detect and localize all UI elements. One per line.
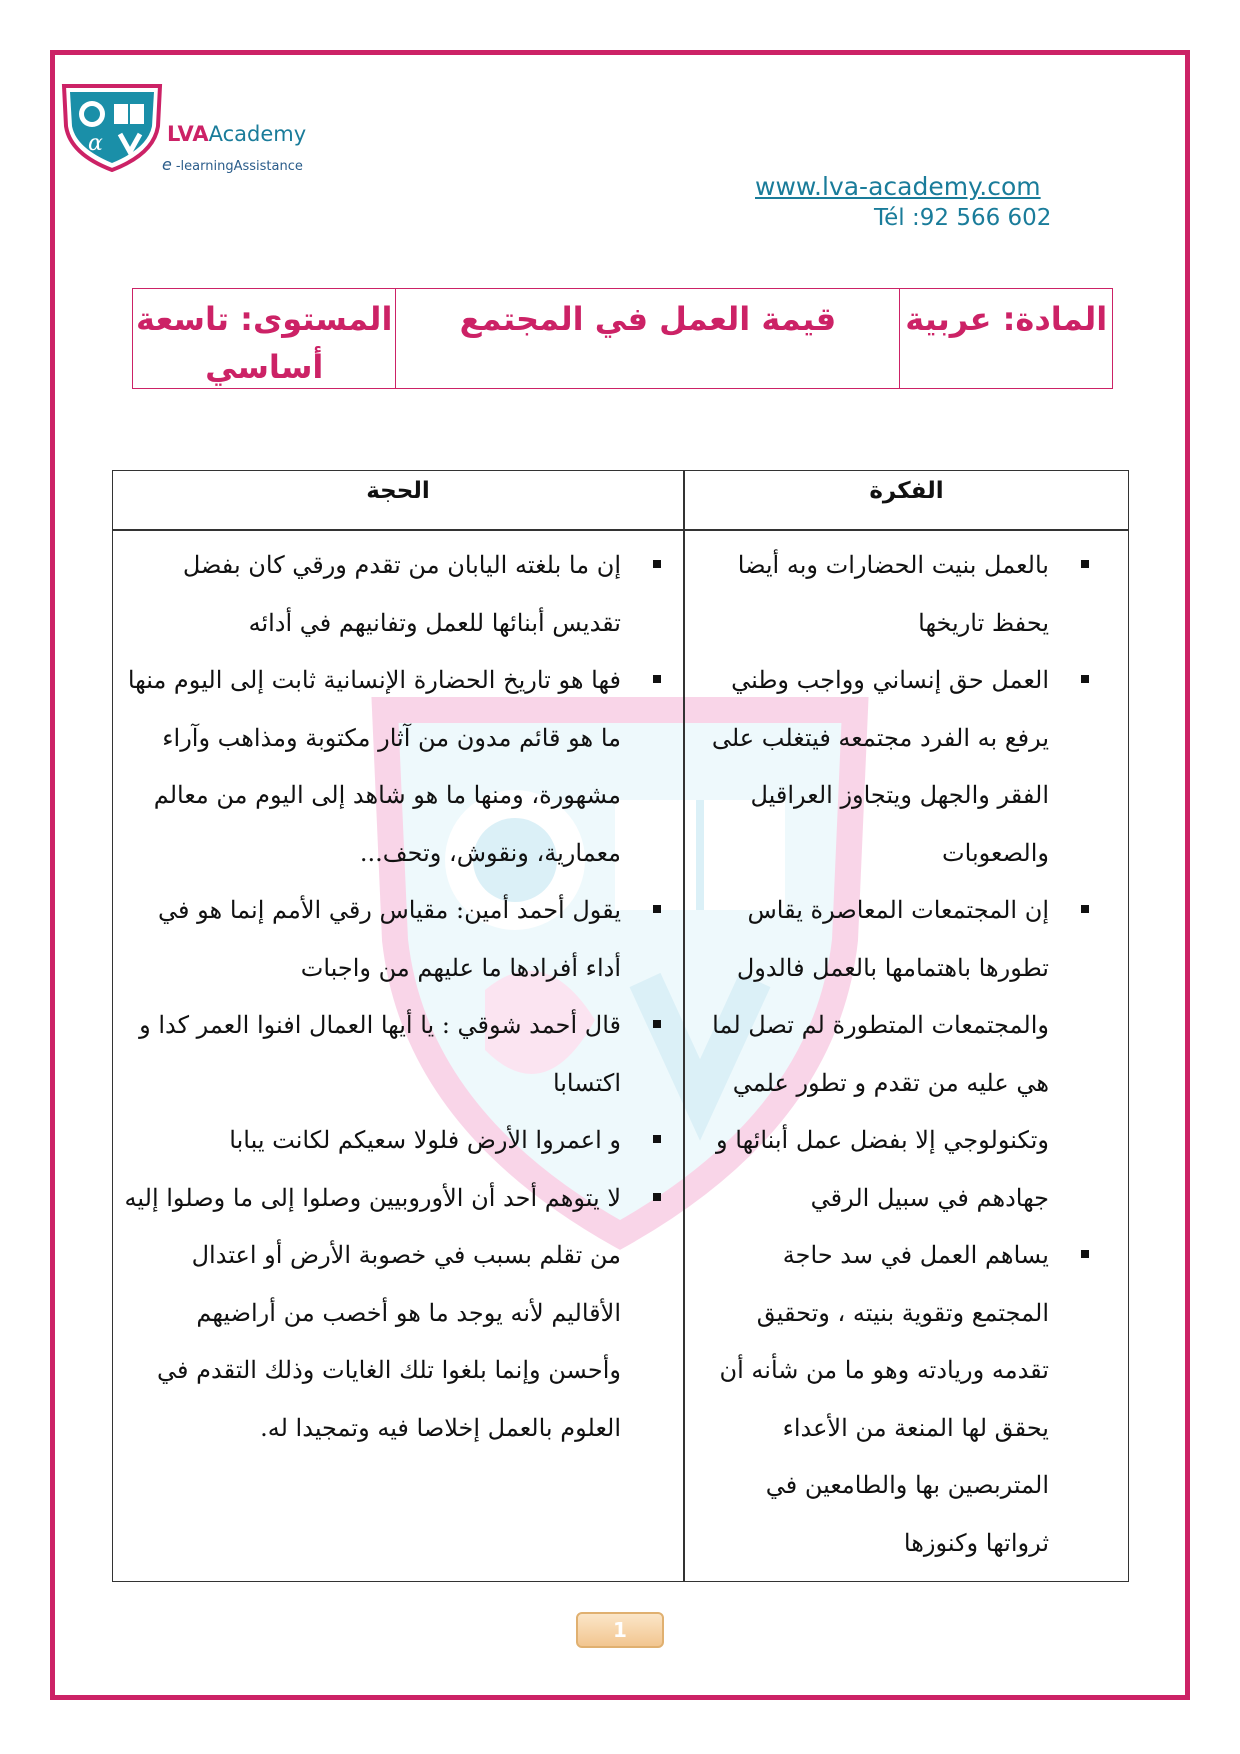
level-line-2: أساسي [205,348,324,386]
proof-item: إن ما بلغته اليابان من تقدم ورقي كان بفضل تقديس أبنائها للعمل وتفانيهم في أدائه [121,537,671,652]
header-table [132,288,1113,389]
lva-academy-logo [58,80,166,172]
idea-item: بالعمل بنيت الحضارات وبه أيضا يحفظ تاريخها [699,537,1099,652]
level-cell [133,289,395,388]
brand-academy: Academy [208,122,307,146]
idea-item: العمل حق إنساني وواجب وطني يرفع به الفرد مجتمعه فيتغلب على الفقر والجهل ويتجاوز العراقيل والصعوبات [699,652,1099,882]
svg-text:α: α [88,131,103,156]
proof-item: فها هو تاريخ الحضارة الإنسانية ثابت إلى اليوم منها ما هو قائم مدون من آثار مكتوبة ومذاهب وآراء مشهورة، ومنها ما هو شاهد إلى اليوم من معالم معمارية، ونقوش، وتحف... [121,652,671,882]
brand-lva: LVA [167,122,209,146]
ideas-column [699,537,1099,1572]
column-divider [683,471,685,1581]
page-number: 1 [576,1612,664,1648]
proof-item: قال أحمد شوقي : يا أيها العمال افنوا العمر كدا و اكتسابا [121,997,671,1112]
proof-item: لا يتوهم أحد أن الأوروبيين وصلوا إلى ما وصلوا إليه من تقلم بسبب في خصوبة الأرض أو اعتدال الأقاليم لأنه يوجد ما هو أخصب من أراضيهم وأحسن وإنما بلغوا تلك الغايات وذلك التقدم في العلوم بالعمل إخلاصا فيه وتمجيدا له. [121,1170,671,1458]
proof-column-header: الحجة [366,478,430,504]
proof-item: يقول أحمد أمين: مقياس رقي الأمم إنما هو في أداء أفرادها ما عليهم من واجبات [121,882,671,997]
brand-name [167,122,306,146]
proof-item: و اعمروا الأرض فلولا سعيكم لكانت يبابا [121,1112,671,1170]
header-divider [113,529,1128,531]
level-line-1: المستوى: تاسعة [136,300,393,338]
idea-column-header: الفكرة [869,478,944,504]
idea-item: إن المجتمعات المعاصرة يقاس تطورها باهتمامها بالعمل فالدول والمجتمعات المتطورة لم تصل لما هي عليه من تقدم و تطور علمي وتكنولوجي إلا بفضل عمل أبنائها و جهادهم في سبيل الرقي [699,882,1099,1227]
website-link[interactable]: www.lva-academy.com [755,172,1041,201]
subject-cell: المادة: عربية [899,289,1112,388]
tagline-e: e [162,155,172,174]
idea-item: يساهم العمل في سد حاجة المجتمع وتقوية بنيته ، وتحقيق تقدمه وريادته وهو ما من شأنه أن يحقق لها المنعة من الأعداء المتربصين بها والطامعين في ثرواتها وكنوزها [699,1227,1099,1572]
tagline-text: -learningAssistance [175,159,303,174]
proofs-column [121,537,671,1457]
ideas-table [112,470,1129,1582]
phone-number: Tél :92 566 602 [874,205,1052,231]
lesson-title: قيمة العمل في المجتمع [395,289,899,388]
brand-tagline [162,155,303,174]
